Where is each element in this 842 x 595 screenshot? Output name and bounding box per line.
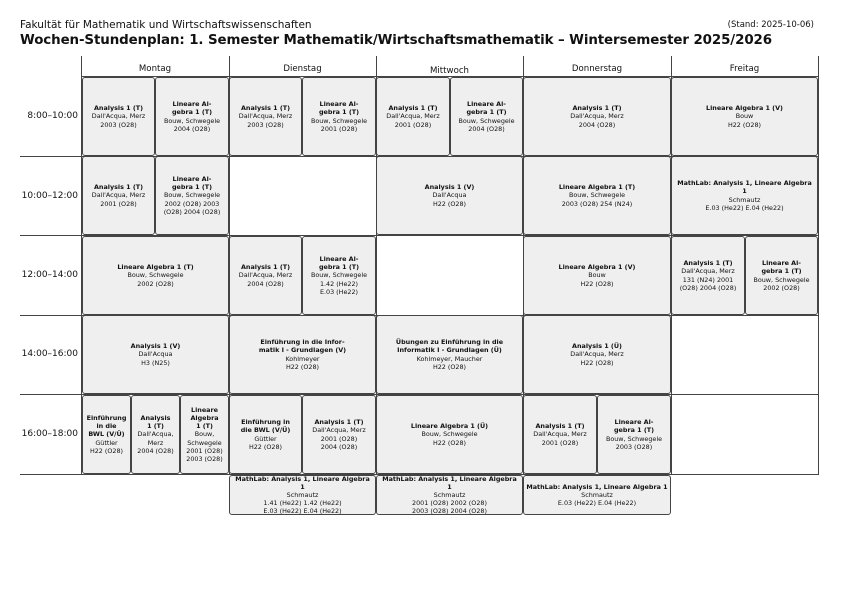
event-cell[interactable] <box>523 156 671 235</box>
event-cell[interactable] <box>376 315 523 394</box>
event-rooms: 2004 (O28) <box>578 120 616 129</box>
event-title: Lineare Al- gebra 1 (T) <box>318 100 360 117</box>
event-title: Analysis 1 (Ü) <box>572 342 622 351</box>
event-lecturer: Bouw, Schwegele <box>605 434 663 443</box>
event-lecturer: Güttler <box>95 438 118 447</box>
faculty-name: Fakultät für Mathematik und Wirtschaftswissenschaften <box>20 19 312 31</box>
event-lecturer: Kohlmeyer <box>285 354 320 363</box>
event-lecturer: Dall'Acqua, Merz <box>91 191 146 200</box>
event-lecturer: Schmautz <box>433 490 466 499</box>
event-lecturer: Bouw, Schwegele <box>187 430 222 447</box>
event-cell[interactable] <box>523 395 597 474</box>
time-label: 14:00–16:00 <box>21 349 78 359</box>
event-title: Lineare Al- gebra 1 (T) <box>613 418 655 435</box>
event-title: MathLab: Analysis 1, Lineare Algebra 1 <box>677 179 812 196</box>
event-rooms: 2001 (O28) <box>541 438 579 447</box>
event-rooms: 2001 (O28) 2002 (O28) 2003 (O28) 2004 (O28) <box>412 499 487 516</box>
event-lecturer: Dall'Acqua, Merz <box>386 112 440 121</box>
stand-date: (Stand: 2025-10-06) <box>727 20 814 30</box>
event-cell[interactable] <box>82 315 229 394</box>
event-rooms: 131 (N24) 2001 (O28) 2004 (O28) <box>679 275 737 292</box>
event-lecturer: Kohlmeyer, Maucher <box>416 354 483 363</box>
event-rooms: H22 (O28) <box>432 438 467 447</box>
event-rooms: 1.41 (He22) 1.42 (He22) E.03 (He22) E.04 (He22) <box>263 499 342 516</box>
time-label: 16:00–18:00 <box>21 429 78 439</box>
event-cell[interactable] <box>671 77 818 156</box>
event-rooms: H22 (O28) <box>285 362 320 371</box>
event-rooms: 2003 (O28) <box>100 120 137 129</box>
event-title: Einführung in die Infor- matik I - Grundlagen (V) <box>258 338 347 355</box>
event-rooms: H3 (N25) <box>141 358 170 367</box>
event-title: Analysis 1 (T) <box>140 414 171 431</box>
event-title: Analysis 1 (T) <box>572 104 622 113</box>
event-lecturer: Dall'Acqua, Merz <box>238 271 293 280</box>
event-title: Analysis 1 (T) <box>93 183 144 192</box>
event-title: Lineare Algebra 1 (Ü) <box>410 422 489 431</box>
event-lecturer: Dall'Acqua <box>432 191 467 200</box>
event-lecturer: Dall'Acqua, Merz <box>570 350 624 359</box>
event-title: Einführung in die BWL (V/Ü) <box>86 414 127 439</box>
event-cell[interactable] <box>523 236 671 315</box>
event-rooms: 2004 (O28) <box>247 279 284 288</box>
event-rooms: 2001 (O28) <box>320 124 358 133</box>
event-title: Analysis 1 (V) <box>424 183 475 192</box>
event-rooms: 2002 (O28) <box>763 283 800 292</box>
day-header-montag: Montag <box>138 64 172 74</box>
event-lecturer: Dall'Acqua, Merz <box>312 426 366 435</box>
event-title: Analysis 1 (T) <box>93 104 144 113</box>
event-title: Analysis 1 (V) <box>130 342 181 351</box>
event-cell[interactable] <box>155 77 229 156</box>
event-lecturer: Bouw <box>588 271 606 280</box>
event-lecturer: Bouw, Schwegele <box>310 271 368 280</box>
event-cell[interactable] <box>302 77 376 156</box>
event-cell[interactable] <box>155 156 229 235</box>
event-rooms: H22 (O28) <box>580 279 614 288</box>
event-title: Analysis 1 (T) <box>683 259 733 268</box>
event-title: Lineare Algebra 1 (T) <box>190 405 219 431</box>
event-cell[interactable] <box>82 395 131 474</box>
event-title: MathLab: Analysis 1, Lineare Algebra 1 <box>235 474 370 491</box>
day-header-freitag: Freitag <box>729 64 760 74</box>
event-rooms: H22 (O28) <box>432 199 467 208</box>
event-rooms: E.03 (He22) E.04 (He22) <box>557 499 637 508</box>
event-cell[interactable] <box>302 236 376 315</box>
event-lecturer: Dall'Acqua, Merz <box>533 430 587 439</box>
event-rooms: 2004 (O28) <box>137 446 174 455</box>
event-lecturer: Güttler <box>254 434 277 443</box>
event-rooms: 2004 (O28) <box>173 124 211 133</box>
event-title: Übungen zu Einführung in die Informatik I - Grundlagen (Ü) <box>395 338 504 355</box>
event-rooms: H22 (O28) <box>580 358 614 367</box>
event-rooms: 2004 (O28) <box>468 124 505 133</box>
event-rooms: H22 (O28) <box>89 446 124 455</box>
event-lecturer: Dall'Acqua, Merz <box>137 430 174 447</box>
event-title: Analysis 1 (T) <box>240 263 291 272</box>
event-title: Analysis 1 (T) <box>535 422 585 431</box>
event-cell[interactable] <box>82 236 229 315</box>
event-title: Lineare Algebra 1 (V) <box>558 263 636 272</box>
event-cell[interactable] <box>523 77 671 156</box>
event-title: Lineare Algebra 1 (T) <box>558 183 636 192</box>
event-cell[interactable] <box>229 77 302 156</box>
event-title: Lineare Al- gebra 1 (T) <box>171 175 213 192</box>
event-cell[interactable] <box>229 315 376 394</box>
event-cell[interactable] <box>131 395 180 474</box>
page-title: Wochen-Stundenplan: 1. Semester Mathematik/Wirtschaftsmathematik – Wintersemester 2025/2026 <box>20 33 772 48</box>
event-title: Analysis 1 (T) <box>388 104 438 113</box>
event-cell[interactable] <box>376 395 523 474</box>
event-lecturer: Dall'Acqua <box>138 350 173 359</box>
event-rooms: 2003 (O28) <box>615 442 653 451</box>
event-title: Lineare Al- gebra 1 (T) <box>761 259 802 276</box>
event-lecturer: Bouw, Schwegele <box>421 430 478 439</box>
grid-line <box>818 56 819 474</box>
event-cell[interactable] <box>376 475 523 515</box>
day-header-donnerstag: Donnerstag <box>571 64 623 74</box>
event-lecturer: Schmautz <box>286 490 319 499</box>
event-rooms: H22 (O28) <box>727 120 762 129</box>
event-lecturer: Bouw, Schwegele <box>568 191 626 200</box>
event-cell[interactable] <box>376 77 450 156</box>
event-cell[interactable] <box>180 395 229 474</box>
event-cell[interactable] <box>82 156 155 235</box>
event-title: Lineare Algebra 1 (T) <box>117 263 194 272</box>
event-rooms: 2003 (O28) 254 (N24) <box>561 199 633 208</box>
event-lecturer: Dall'Acqua, Merz <box>91 112 146 121</box>
event-cell[interactable] <box>671 156 818 235</box>
event-lecturer: Schmautz <box>728 195 761 204</box>
event-cell[interactable] <box>523 315 671 394</box>
event-title: Lineare Al- gebra 1 (T) <box>466 100 507 117</box>
event-cell[interactable] <box>745 236 818 315</box>
event-rooms: 1.42 (He22) E.03 (He22) <box>319 279 359 296</box>
event-title: MathLab: Analysis 1, Lineare Algebra 1 <box>382 474 517 491</box>
event-lecturer: Bouw, Schwegele <box>163 116 221 125</box>
event-cell[interactable] <box>229 236 302 315</box>
event-lecturer: Dall'Acqua, Merz <box>681 267 735 276</box>
event-title: Lineare Al- gebra 1 (T) <box>318 255 360 272</box>
event-title: Lineare Al- gebra 1 (T) <box>171 100 213 117</box>
event-lecturer: Schmautz <box>581 490 613 499</box>
event-title: Analysis 1 (T) <box>314 418 364 427</box>
event-lecturer: Bouw, Schwegele <box>127 271 184 280</box>
event-cell[interactable] <box>597 395 671 474</box>
event-rooms: 2003 (O28) <box>247 120 284 129</box>
event-title: Lineare Algebra 1 (V) <box>706 104 783 113</box>
time-label: 10:00–12:00 <box>21 191 78 201</box>
event-cell[interactable] <box>523 475 671 515</box>
time-label: 8:00–10:00 <box>27 111 78 121</box>
event-rooms: H22 (O28) <box>248 442 283 451</box>
day-header-mittwoch: Mittwoch <box>430 66 469 76</box>
event-cell[interactable] <box>671 236 745 315</box>
event-rooms: 2002 (O28) <box>137 279 174 288</box>
event-cell[interactable] <box>229 395 302 474</box>
event-rooms: H22 (O28) <box>432 362 467 371</box>
event-cell[interactable] <box>376 156 523 235</box>
event-rooms: 2001 (O28) 2004 (O28) <box>320 434 358 451</box>
event-lecturer: Bouw, Schwegele <box>163 191 221 200</box>
event-lecturer: Bouw <box>735 112 754 121</box>
event-lecturer: Dall'Acqua, Merz <box>238 112 293 121</box>
event-rooms: 2001 (O28) <box>394 120 432 129</box>
event-cell[interactable] <box>229 475 376 515</box>
time-label: 12:00–14:00 <box>21 270 78 280</box>
event-cell[interactable] <box>450 77 523 156</box>
event-title: MathLab: Analysis 1, Lineare Algebra 1 <box>526 482 668 491</box>
event-rooms: 2002 (O28) 2003 (O28) 2004 (O28) <box>163 199 221 216</box>
event-lecturer: Dall'Acqua, Merz <box>570 112 624 121</box>
event-cell[interactable] <box>82 77 155 156</box>
event-lecturer: Bouw, Schwegele <box>753 275 810 284</box>
day-header-dienstag: Dienstag <box>283 64 322 74</box>
event-title: Analysis 1 (T) <box>240 104 291 113</box>
event-lecturer: Bouw, Schwegele <box>310 116 368 125</box>
event-rooms: E.03 (He22) E.04 (He22) <box>705 203 784 212</box>
event-lecturer: Bouw, Schwegele <box>458 116 515 125</box>
event-rooms: 2001 (O28) 2003 (O28) <box>186 446 223 463</box>
event-cell[interactable] <box>302 395 376 474</box>
event-title: Einführung in die BWL (V/Ü) <box>240 418 291 435</box>
event-rooms: 2001 (O28) <box>100 199 137 208</box>
